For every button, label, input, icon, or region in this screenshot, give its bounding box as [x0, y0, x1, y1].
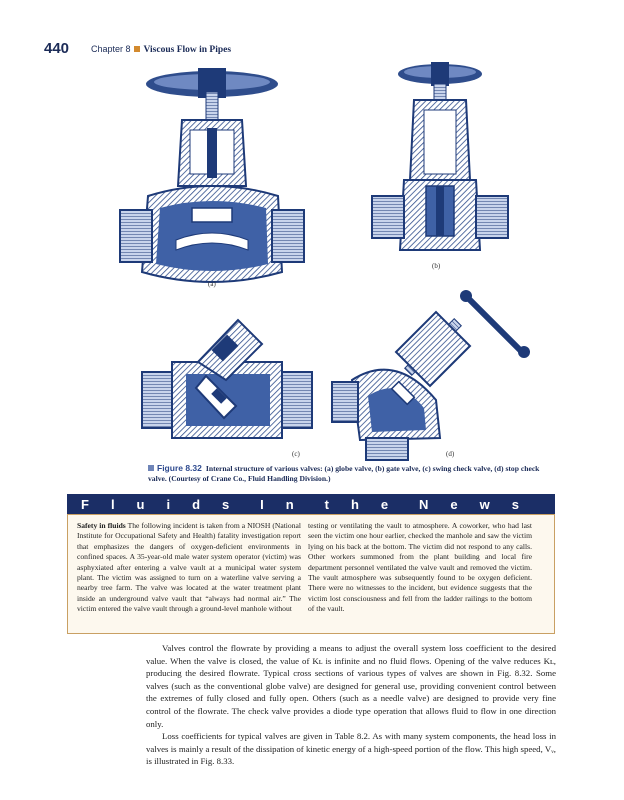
- banner-word-the: the: [324, 496, 411, 512]
- chapter-title: Viscous Flow in Pipes: [143, 45, 232, 55]
- panel-label-b: (b): [432, 262, 441, 270]
- panel-label-d: (d): [446, 450, 455, 458]
- news-text-left: The following incident is taken from a NIOSH (National Institute for Occupational Safety and Health) fatality investigation report that emphasizes the dangers of oxygen-deficient environments in confined spaces. A 35-year-old male water system operator (victim) was asphyxiated after entering a valve vault at a municipal water system plant. The victim was assigned to turn on a waterline valve serving a nearby tree farm. The valve was located at the water treatment plant inside an underground valve vault that “always had normal air.” The victim entered the valve vault through a ground-level manhole without: [77, 521, 301, 614]
- globe-valve-drawing: [120, 68, 304, 282]
- panel-label-c: (c): [292, 450, 300, 458]
- banner-word-fluids: Fluids: [81, 496, 252, 512]
- swing-check-valve-drawing: [142, 320, 312, 438]
- chapter-number: Chapter 8: [91, 44, 131, 54]
- stop-check-valve-drawing: [332, 290, 530, 460]
- body-text: [146, 642, 556, 768]
- caption-text: Internal structure of various valves: (a) globe valve, (b) gate valve, (c) swing check valve, (d) stop check valve. (Courtesy of Crane Co., Fluid Handling Division.): [148, 464, 540, 483]
- page-number: 440: [44, 40, 70, 57]
- body-paragraph-2: Loss coefficients for typical valves are given in Table 8.2. As with many system components, the head loss in valves is mainly a result of the dissipation of kinetic energy of a high-speed portion of the flow. This high speed, Vᵥ, is illustrated in Fig. 8.33.: [146, 731, 556, 767]
- banner-word-in: In: [260, 496, 316, 512]
- body-paragraph-1: Valves control the flowrate by providing a means to adjust the overall system loss coefficient to the desired value. When the valve is closed, the value of Kʟ is infinite and no fluid flows. Opening of the valve reduces Kʟ, producing the desired flowrate. Typical cross sections of various types of valves are shown in Fig. 8.32. Some valves (such as the conventional globe valve) are designed for general use, providing convenient control between the extremes of fully closed and fully open. Others (such as a needle valve) are designed to provide very fine control of the flowrate. The check valve provides a diode type operation that allows fluid to flow in one direction only.: [146, 643, 556, 729]
- banner-word-news: News: [419, 496, 541, 512]
- panel-label-a: (a): [208, 280, 216, 288]
- figure-caption: [148, 463, 558, 484]
- fluids-in-the-news-banner: [67, 494, 555, 514]
- fluids-in-the-news-box: [67, 514, 555, 634]
- news-heading: Safety in fluids: [77, 521, 126, 530]
- news-column-right: testing or ventilating the vault to atmosphere. A coworker, who had last seen the victim one hour earlier, checked the manhole and saw the victim lying on his back at the bottom. The victim did not respond to any calls. Other workers summoned from the plant building and local fire department personnel ventilated the valve vault and removed the victim. The vault atmosphere was subsequently found to be oxygen deficient. There were no witnesses to the incident, but evidence suggests that the victim lost consciousness and fell from the ladder railings to the bottom of the vault.: [308, 521, 532, 614]
- caption-label: Figure 8.32: [157, 463, 202, 473]
- news-column-left: [77, 521, 301, 615]
- caption-square-icon: [148, 465, 154, 471]
- gate-valve-drawing: [372, 62, 508, 250]
